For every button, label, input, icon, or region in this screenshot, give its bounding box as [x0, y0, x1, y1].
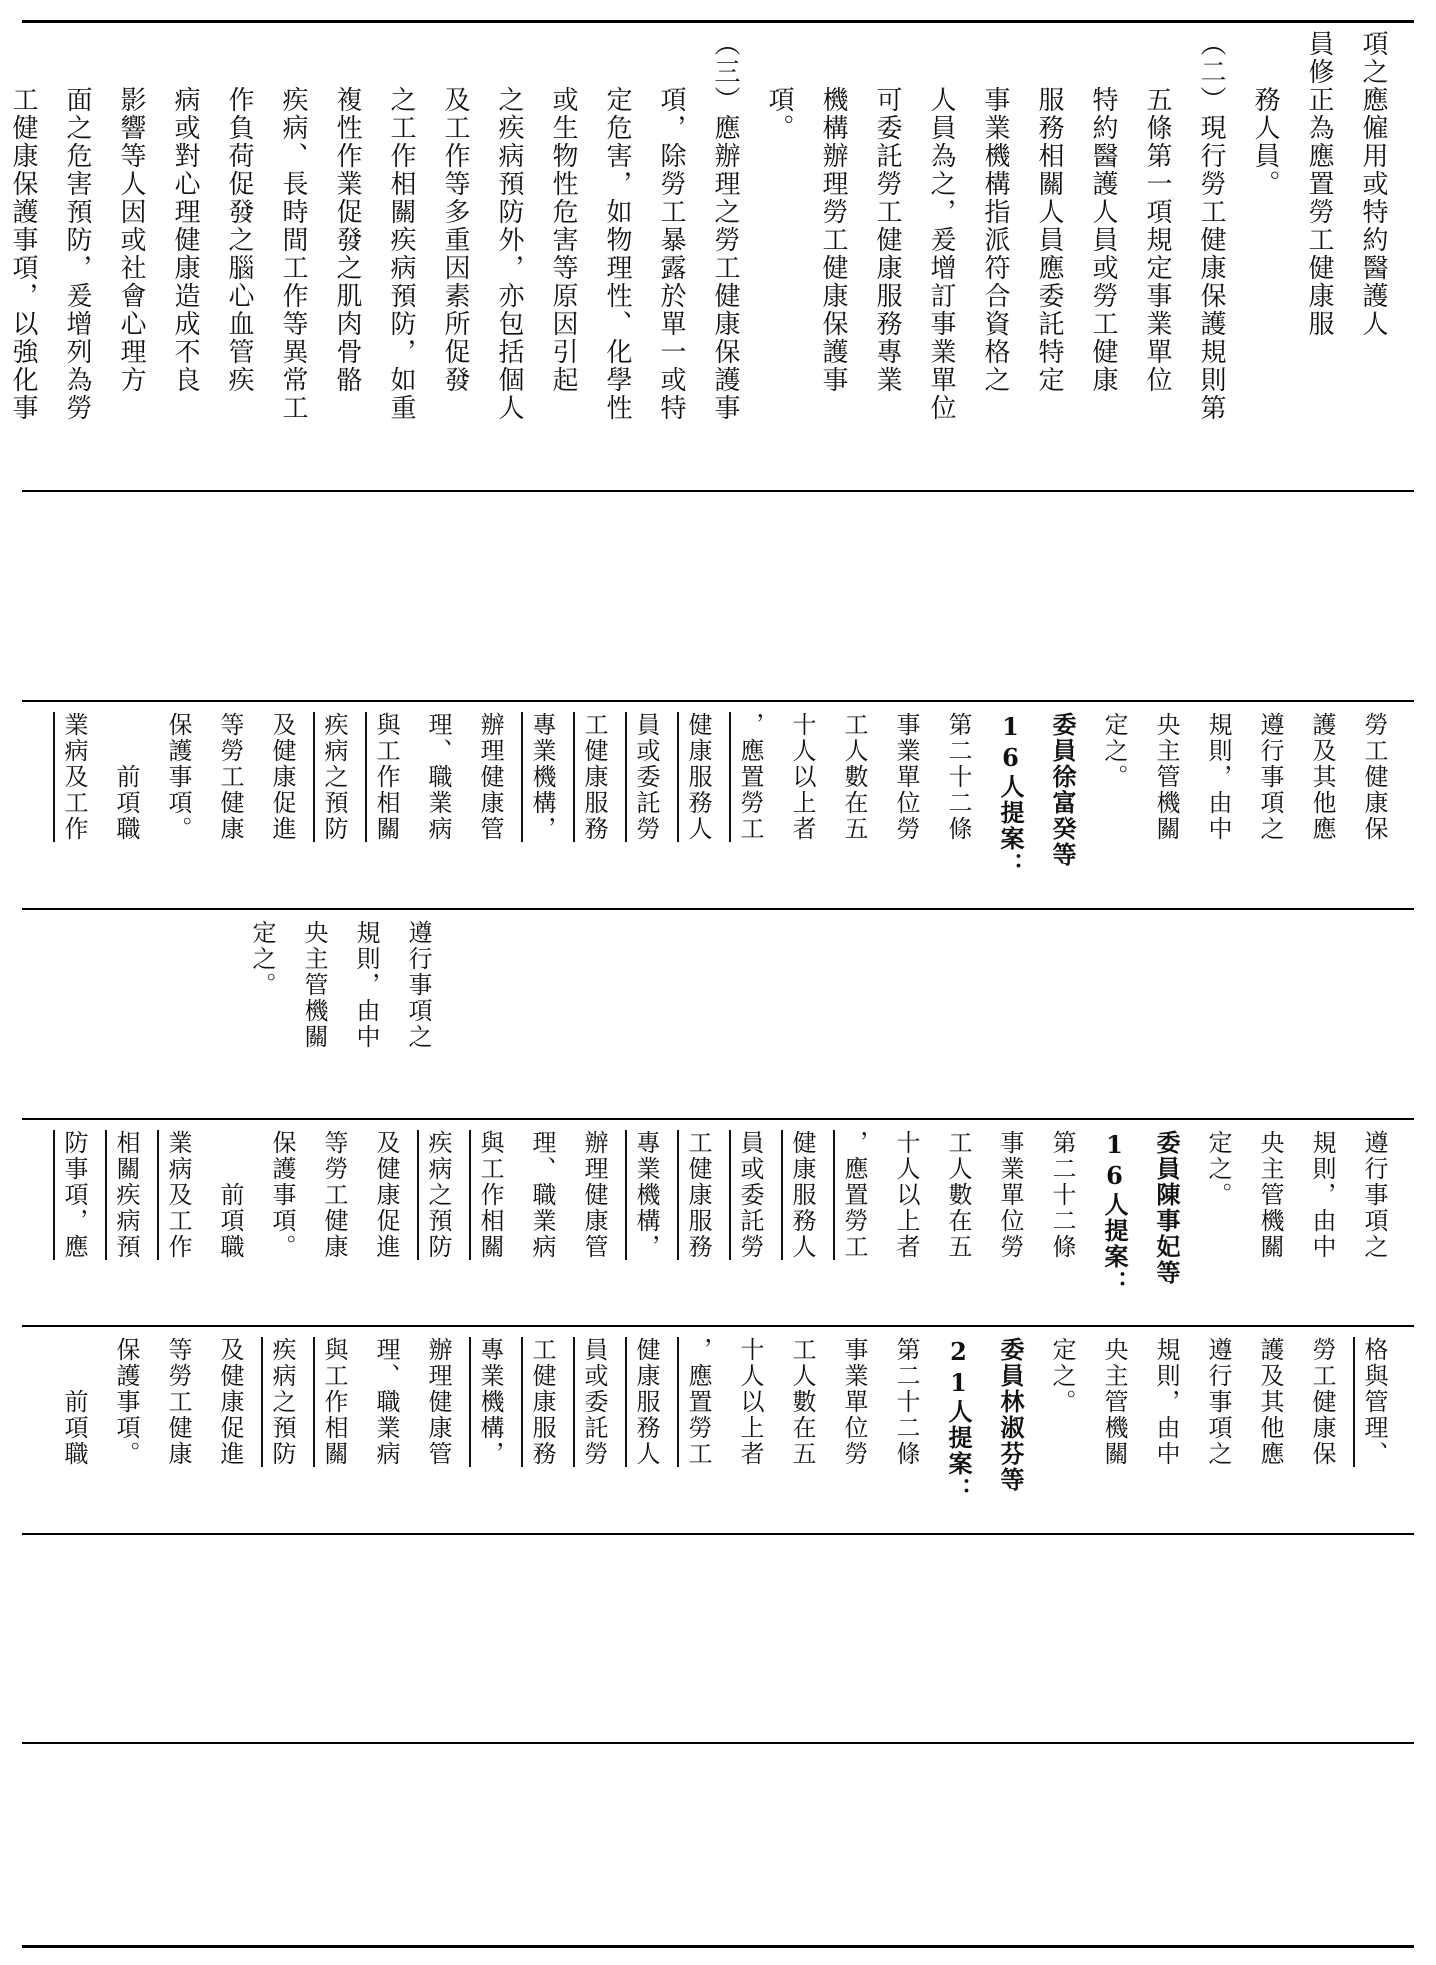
- text-line: 健康服務人: [684, 712, 712, 842]
- text-line: 護及其他應: [1308, 712, 1336, 842]
- text-line: 定之。: [1100, 712, 1128, 790]
- text-line: 辦理健康管: [580, 1130, 608, 1260]
- text-line: 央主管機關: [1152, 712, 1180, 842]
- text-line: 規則，由中: [352, 920, 380, 1050]
- rule-5: [22, 1325, 1414, 1327]
- text-line: 事業單位勞: [840, 1337, 868, 1467]
- text-line: 工人數在五: [944, 1130, 972, 1260]
- text-line: 工人數在五: [840, 712, 868, 842]
- text-line: 與工作相關: [372, 712, 400, 842]
- text-line: 項，除勞工暴露於單一或特: [656, 30, 686, 422]
- text-line: 保護事項。: [164, 712, 192, 842]
- text-line: 事業單位勞: [996, 1130, 1024, 1260]
- text-line: 央主管機關: [1100, 1337, 1128, 1467]
- text-line: 第二十二條: [944, 712, 972, 842]
- text-line: 第二十二條: [892, 1337, 920, 1467]
- rule-6: [22, 1533, 1414, 1535]
- text-line: 之工作相關疾病預防，如重: [386, 30, 416, 422]
- proposer-heading: 委員林淑芬等: [996, 1337, 1025, 1493]
- text-line: 定危害，如物理性、化學性: [602, 30, 632, 422]
- text-line: 作負荷促發之腦心血管疾: [224, 30, 254, 394]
- rule-1: [22, 490, 1414, 492]
- text-line: 可委託勞工健康服務專業: [872, 30, 902, 394]
- text-line: 規則，由中: [1204, 712, 1232, 842]
- text-line: 複性作業促發之肌肉骨骼: [332, 30, 362, 394]
- text-line: 辦理健康管: [424, 1337, 452, 1467]
- text-line: 理、職業病: [528, 1130, 556, 1260]
- text-line: 前項職: [112, 712, 140, 842]
- text-line: 等勞工健康: [216, 712, 244, 842]
- text-line: 與工作相關: [320, 1337, 348, 1467]
- text-line: 疾病之預防: [320, 712, 348, 842]
- text-line: 遵行事項之: [1256, 712, 1284, 842]
- text-line: 定之。: [248, 920, 276, 998]
- proposal-column-lin: [44, 1337, 1400, 1523]
- proposal-label: 16人提案：: [1100, 1130, 1129, 1296]
- text-line: 健康服務人: [632, 1337, 660, 1467]
- text-line: 業病及工作: [60, 712, 88, 842]
- text-line: 十人以上者: [788, 712, 816, 842]
- text-line: 工健康服務: [684, 1130, 712, 1260]
- text-line: 前項職: [216, 1130, 244, 1260]
- text-line: 等勞工健康: [164, 1337, 192, 1467]
- text-line: 定之。: [1204, 1130, 1232, 1208]
- text-line: 規則，由中: [1152, 1337, 1180, 1467]
- rule-7: [22, 1742, 1414, 1744]
- text-line: 央主管機關: [1256, 1130, 1284, 1260]
- text-line: 服務相關人員應委託特定: [1034, 30, 1064, 394]
- rule-2: [22, 700, 1414, 702]
- explanation-column: [8, 30, 1400, 470]
- text-line: ，應置勞工: [684, 1337, 712, 1467]
- top-rule: [22, 20, 1414, 23]
- text-line: 項之應僱用或特約醫護人: [1358, 30, 1388, 338]
- text-line: 央主管機關: [300, 920, 328, 1050]
- text-line: 人員為之，爰增訂事業單位: [926, 30, 956, 422]
- law-column-current: [44, 920, 444, 1106]
- text-line: 專業機構，: [528, 712, 556, 842]
- text-line: 事業單位勞: [892, 712, 920, 842]
- text-line: 防事項，應: [60, 1130, 88, 1260]
- text-line: （三）應辦理之勞工健康保護事: [710, 30, 740, 422]
- text-line: 員或委託勞: [580, 1337, 608, 1467]
- text-line: 定之。: [1048, 1337, 1076, 1415]
- text-line: 辦理健康管: [476, 712, 504, 842]
- proposer-heading: 委員徐富癸等: [1048, 712, 1077, 868]
- text-line: 之疾病預防外，亦包括個人: [494, 30, 524, 422]
- text-line: 及健康促進: [268, 712, 296, 842]
- text-line: 與工作相關: [476, 1130, 504, 1260]
- text-line: 勞工健康保: [1308, 1337, 1336, 1467]
- text-line: 面之危害預防，爰增列為勞: [62, 30, 92, 422]
- text-line: 機構辦理勞工健康保護事: [818, 30, 848, 394]
- text-line: 規則，由中: [1308, 1130, 1336, 1260]
- text-line: 工健康服務: [580, 712, 608, 842]
- text-line: 疾病之預防: [268, 1337, 296, 1467]
- text-line: 十人以上者: [892, 1130, 920, 1260]
- proposal-column-chen: [44, 1130, 1400, 1316]
- text-line: 或生物性危害等原因引起: [548, 30, 578, 394]
- text-line: 第二十二條: [1048, 1130, 1076, 1260]
- text-line: 業病及工作: [164, 1130, 192, 1260]
- text-line: 護及其他應: [1256, 1337, 1284, 1467]
- text-line: 理、職業病: [424, 712, 452, 842]
- text-line: 影響等人因或社會心理方: [116, 30, 146, 394]
- proposal-label: 21人提案：: [944, 1337, 973, 1503]
- text-line: 事業機構指派符合資格之: [980, 30, 1010, 394]
- text-line: 病或對心理健康造成不良: [170, 30, 200, 394]
- text-line: 及健康促進: [216, 1337, 244, 1467]
- text-line: 及健康促進: [372, 1130, 400, 1260]
- text-line: 工健康服務: [528, 1337, 556, 1467]
- bottom-rule: [22, 1945, 1414, 1948]
- text-line: 專業機構，: [632, 1130, 660, 1260]
- text-line: 等勞工健康: [320, 1130, 348, 1260]
- text-line: 工人數在五: [788, 1337, 816, 1467]
- proposer-heading: 委員陳事妃等: [1152, 1130, 1181, 1286]
- text-line: 十人以上者: [736, 1337, 764, 1467]
- text-line: 遵行事項之: [1360, 1130, 1388, 1260]
- text-line: 勞工健康保: [1360, 712, 1388, 842]
- text-line: ，應置勞工: [840, 1130, 868, 1260]
- text-line: 前項職: [60, 1337, 88, 1467]
- proposal-label: 16人提案：: [996, 712, 1025, 878]
- text-line: 遵行事項之: [1204, 1337, 1232, 1467]
- text-line: 理、職業病: [372, 1337, 400, 1467]
- text-line: 保護事項。: [112, 1337, 140, 1467]
- proposal-column-xu: [44, 712, 1400, 898]
- text-line: 專業機構，: [476, 1337, 504, 1467]
- rule-4: [22, 1118, 1414, 1120]
- text-line: 員或委託勞: [736, 1130, 764, 1260]
- text-line: 保護事項。: [268, 1130, 296, 1260]
- text-line: 及工作等多重因素所促發: [440, 30, 470, 394]
- text-line: 工健康保護事項，以強化事: [8, 30, 38, 422]
- text-line: 遵行事項之: [404, 920, 432, 1050]
- text-line: 疾病、長時間工作等異常工: [278, 30, 308, 422]
- text-line: （二）現行勞工健康保護規則第: [1196, 30, 1226, 422]
- rule-3: [22, 908, 1414, 910]
- text-line: 健康服務人: [788, 1130, 816, 1260]
- text-line: 項。: [764, 30, 794, 142]
- text-line: 相關疾病預: [112, 1130, 140, 1260]
- text-line: ，應置勞工: [736, 712, 764, 842]
- text-line: 格與管理、: [1360, 1337, 1388, 1467]
- text-line: 務人員。: [1250, 30, 1280, 198]
- text-line: 特約醫護人員或勞工健康: [1088, 30, 1118, 394]
- text-line: 五條第一項規定事業單位: [1142, 30, 1172, 394]
- text-line: 疾病之預防: [424, 1130, 452, 1260]
- text-line: 員修正為應置勞工健康服: [1304, 30, 1334, 338]
- text-line: 員或委託勞: [632, 712, 660, 842]
